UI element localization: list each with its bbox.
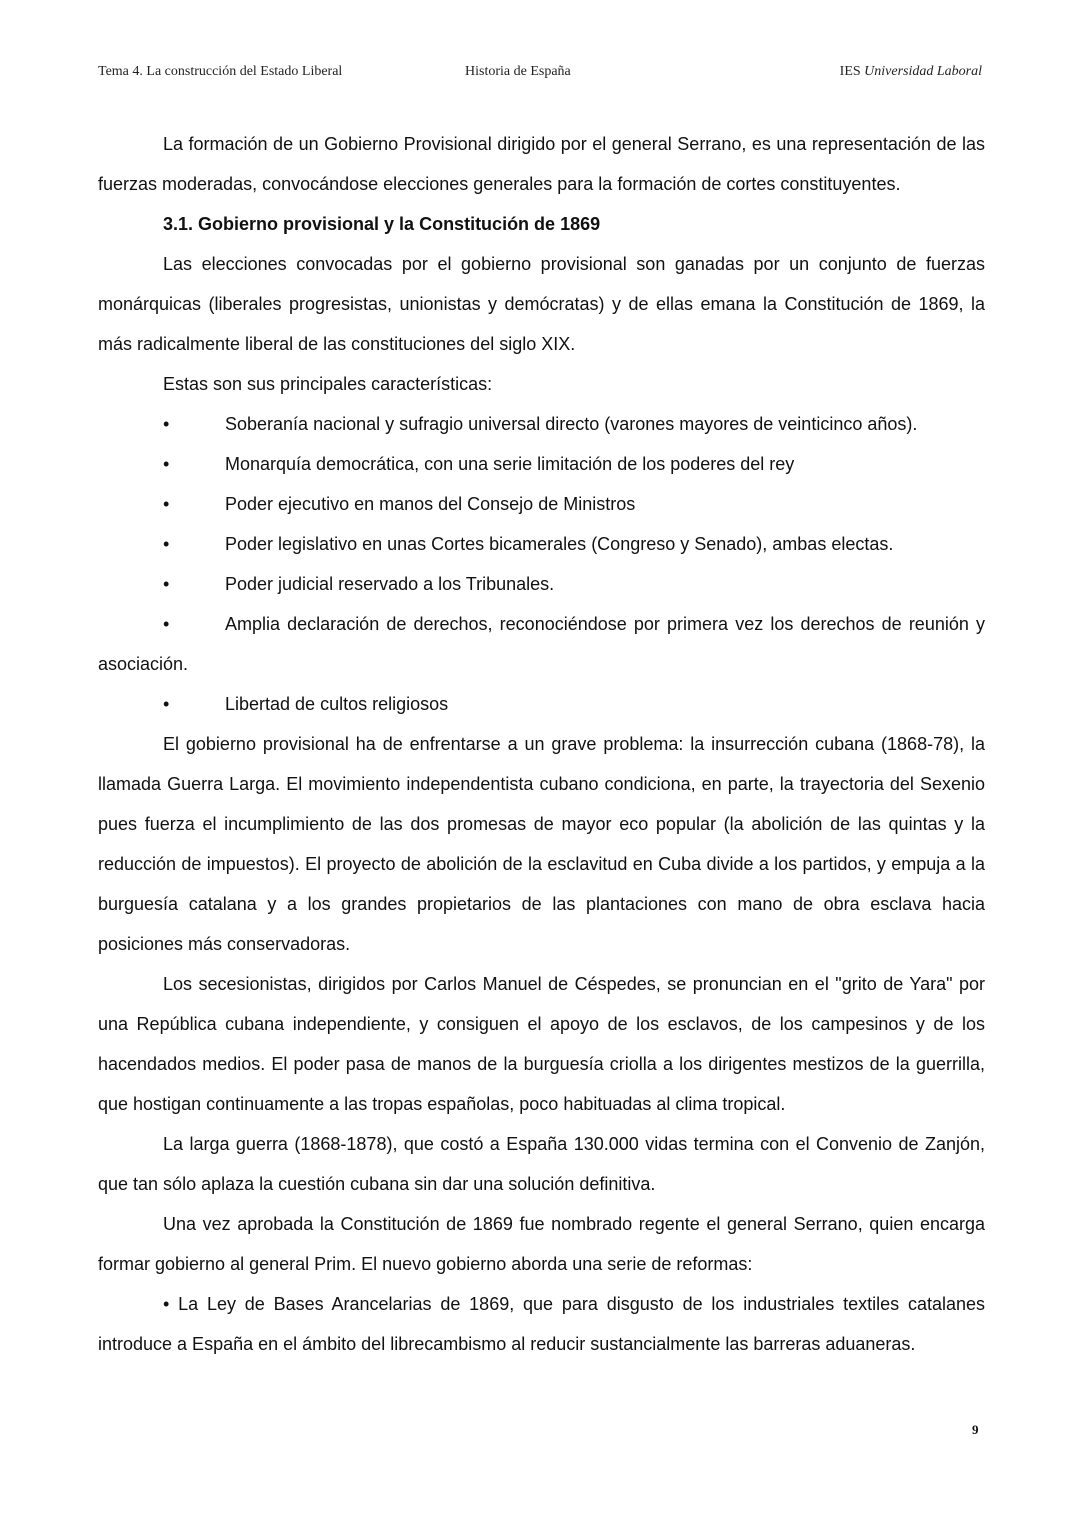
header-school: [840, 64, 982, 80]
bullet-text: Libertad de cultos religiosos: [225, 694, 449, 714]
bullet-item: [98, 604, 985, 684]
bullet-item: [98, 404, 985, 444]
bullet-text: Monarquía democrática, con una serie limitación de los poderes del rey: [225, 454, 795, 474]
paragraph: Una vez aprobada la Constitución de 1869 fue nombrado regente el general Serrano, quien encarga formar gobierno al general Prim. El nuevo gobierno aborda una serie de reformas:: [98, 1214, 985, 1274]
bullet-icon: •: [163, 614, 170, 634]
paragraph: • La Ley de Bases Arancelarias de 1869, que para disgusto de los industriales textiles catalanes introduce a España en el ámbito del librecambismo al reducir sustancialmente las barreras aduaneras.: [98, 1294, 985, 1354]
document-body: [98, 124, 985, 1364]
bullet-text: Poder judicial reservado a los Tribunales.: [225, 574, 555, 594]
bullet-item: [98, 564, 985, 604]
paragraph: La formación de un Gobierno Provisional dirigido por el general Serrano, es una representación de las fuerzas moderadas, convocándose elecciones generales para la formación de cortes constituyentes.: [98, 134, 985, 194]
bullet-text: Poder legislativo en unas Cortes bicamerales (Congreso y Senado), ambas electas.: [225, 534, 894, 554]
bullet-icon: •: [163, 414, 170, 434]
paragraph: Los secesionistas, dirigidos por Carlos Manuel de Céspedes, se pronuncian en el "grito de Yara" por una República cubana independiente, y consiguen el apoyo de los esclavos, de los campesinos y de los hacendados medios. El poder pasa de manos de la burguesía criolla a los dirigentes mestizos de la guerrilla, que hostigan continuamente a las tropas españolas, poco habituadas al clima tropical.: [98, 974, 985, 1114]
bullet-icon: •: [163, 494, 170, 514]
header-school-abbr: IES: [839, 64, 861, 79]
bullet-text: Poder ejecutivo en manos del Consejo de Ministros: [225, 494, 636, 514]
bullet-icon: •: [163, 574, 170, 594]
section-heading: 3.1. Gobierno provisional y la Constitución de 1869: [163, 214, 601, 234]
paragraph: Las elecciones convocadas por el gobierno provisional son ganadas por un conjunto de fuerzas monárquicas (liberales progresistas, unionistas y demócratas) y de ellas emana la Constitución de 1869, la más radicalmente liberal de las constituciones del siglo XIX.: [98, 254, 985, 354]
bullet-icon: •: [163, 694, 170, 714]
bullet-icon: •: [163, 454, 170, 474]
header-school-name: Universidad Laboral: [864, 64, 982, 79]
bullet-item: [98, 684, 985, 724]
bullet-text: Amplia declaración de derechos, reconociéndose por primera vez los derechos de reunión y asociación.: [98, 614, 985, 674]
header-topic: Tema 4. La construcción del Estado Liberal: [98, 64, 343, 79]
bullet-item: [98, 484, 985, 524]
paragraph: El gobierno provisional ha de enfrentarse a un grave problema: la insurrección cubana (1868-78), la llamada Guerra Larga. El movimiento independentista cubano condiciona, en parte, la trayectoria del Sexenio pues fuerza el incumplimiento de las dos promesas de mayor eco popular (la abolición de las quintas y la reducción de impuestos). El proyecto de abolición de la esclavitud en Cuba divide a los partidos, y empuja a la burguesía catalana y a los grandes propietarios de las plantaciones con mano de obra esclava hacia posiciones más conservadoras.: [98, 734, 985, 954]
bullet-text: Soberanía nacional y sufragio universal directo (varones mayores de veinticinco años).: [225, 414, 918, 434]
bullet-item: [98, 524, 985, 564]
paragraph: La larga guerra (1868-1878), que costó a España 130.000 vidas termina con el Convenio de Zanjón, que tan sólo aplaza la cuestión cubana sin dar una solución definitiva.: [98, 1134, 985, 1194]
bullet-item: [98, 444, 985, 484]
bullet-icon: •: [163, 534, 170, 554]
header-subject: Historia de España: [465, 64, 571, 79]
paragraph: Estas son sus principales características:: [163, 374, 493, 394]
page-number: 9: [972, 1422, 979, 1437]
